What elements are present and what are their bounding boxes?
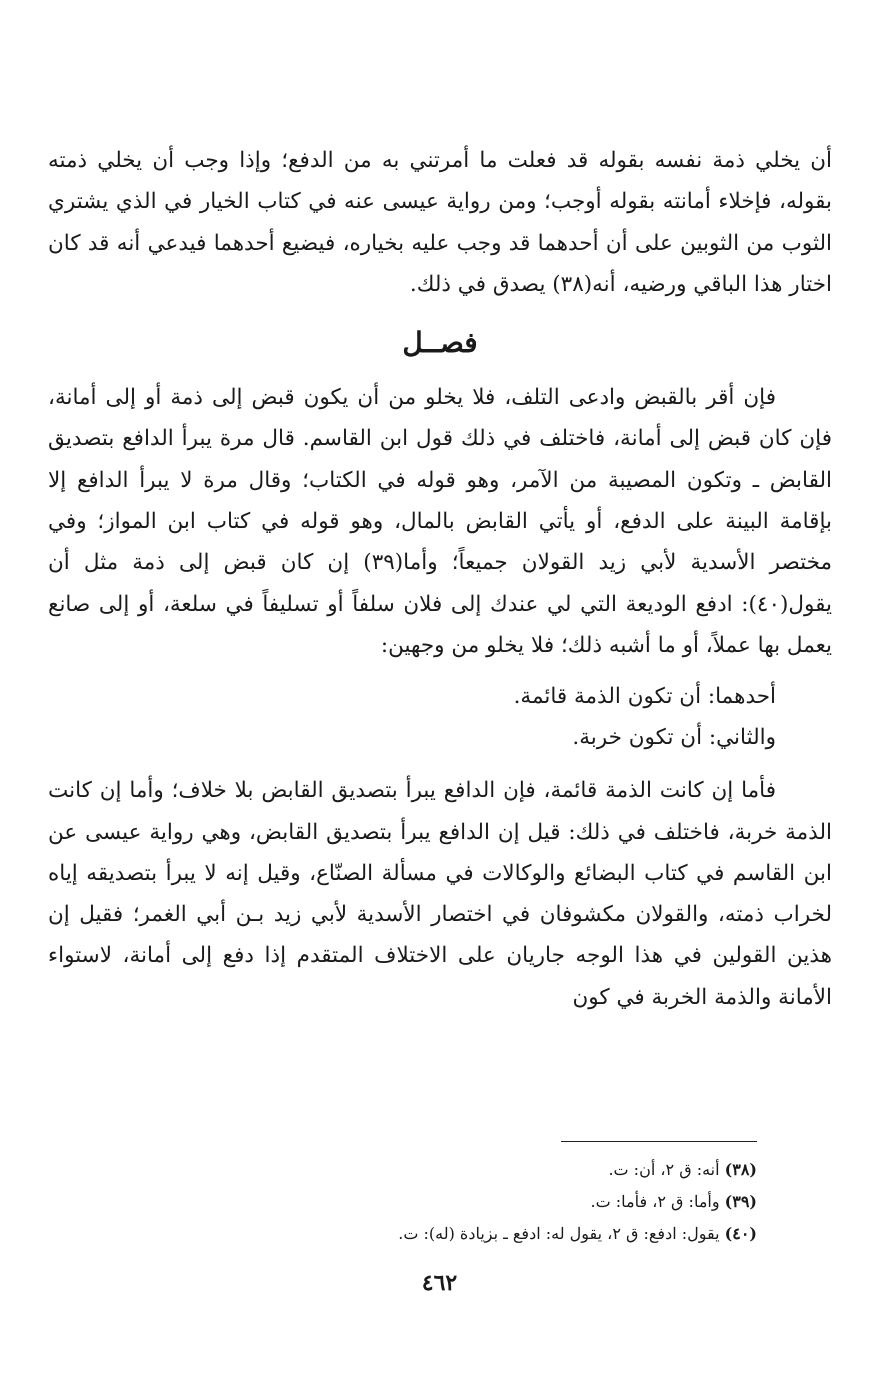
paragraph-main: فإن أقر بالقبض وادعى التلف، فلا يخلو من أن يكون قبض إلى ذمة أو إلى أمانة، فإن كان قبض إلى أمانة، فاختلف في ذلك قول ابن القاسم. قال مرة يبرأ الدافع بتصديق القابض ـ وتكون المصيبة من الآمر، وهو قوله في الكتاب؛ وقال مرة لا يبرأ الدافع إلا بإقامة البينة على الدفع، أو يأتي القابض بالمال، وهو قوله في كتاب ابن المواز؛ وفي مختصر الأسدية لأبي زيد القولان جميعاً؛ وأما(٣٩) إن كان قبض إلى ذمة مثل أن يقول(٤٠): ادفع الوديعة التي لي عندك إلى فلان سلفاً أو تسليفاً في سلعة، أو إلى صانع يعمل بها عملاً، أو ما أشبه ذلك؛ فلا يخلو من وجهين: — [48, 385, 833, 658]
footnote-40 — [398, 1218, 757, 1250]
paragraph-last: فأما إن كانت الذمة قائمة، فإن الدافع يبرأ بتصديق القابض بلا خلاف؛ وأما إن كانت الذمة خربة، فاختلف في ذلك: قيل إن الدافع يبرأ بتصديق القابض، وهي رواية عيسى عن ابن القاسم في كتاب البضائع والوكالات في مسألة الصنّاع، وقيل إنه لا يبرأ بتصديقه إياه لخراب ذمته، والقولان مكشوفان في اختصار الأسدية لأبي زيد بـن أبي الغمر؛ فقيل إن هذين القولين في هذا الوجه جاريان على الاختلاف المتقدم إذا دفع إلى أمانة، لاستواء الأمانة والذمة الخربة في كون — [48, 778, 832, 1010]
footnote-number: (٣٨) — [724, 1160, 757, 1179]
section-heading-wrap — [48, 313, 832, 369]
page-number: ٤٦٢ — [421, 1270, 458, 1296]
footnote-text: يقول: ادفع: ق ٢، يقول له: ادفع ـ بزيادة (له): ت. — [398, 1224, 720, 1243]
footnote-38 — [398, 1154, 757, 1186]
page-body — [48, 140, 832, 1018]
paragraph-opening: أن يخلي ذمة نفسه بقوله قد فعلت ما أمرتني به من الدفع؛ وإذا وجب أن يخلي ذمته بقوله، فإخلاء أمانته بقوله أوجب؛ ومن رواية عيسى عنه في كتاب الخيار في الذي يشتري الثوب من الثوبين على أن أحدهما قد وجب عليه بخياره، فيضيع أحدهما فيدعي أنه قد كان اختار هذا الباقي ورضيه، أنه(٣٨) يصدق في ذلك. — [48, 148, 832, 297]
footnote-number: (٣٩) — [724, 1192, 757, 1211]
list-item-second: والثاني: أن تكون خربة. — [572, 725, 776, 751]
footnote-text: وأما: ق ٢، فأما: ت. — [590, 1192, 720, 1211]
section-heading: فصــل — [402, 326, 478, 360]
footnote-rule — [561, 1141, 757, 1142]
list-item-first: أحدهما: أن تكون الذمة قائمة. — [513, 684, 776, 710]
footnote-number: (٤٠) — [724, 1224, 757, 1243]
list-block — [48, 676, 832, 758]
footnotes — [398, 1154, 757, 1250]
footnote-text: أنه: ق ٢، أن: ت. — [608, 1160, 720, 1179]
footnote-39 — [398, 1186, 757, 1218]
